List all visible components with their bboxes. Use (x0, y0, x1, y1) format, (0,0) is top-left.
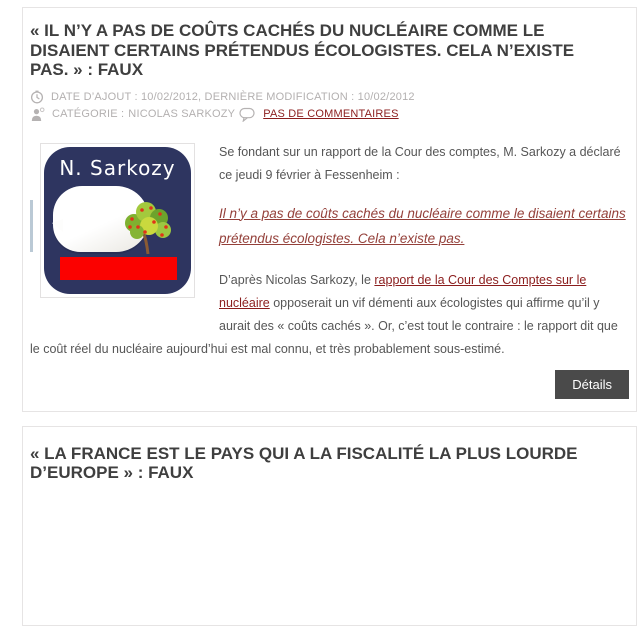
post-title (30, 21, 605, 80)
meta-date-text: DATE D’AJOUT : 10/02/2012, DERNIÈRE MODIFICATION : 10/02/2012 (51, 91, 415, 103)
meta-category-label: CATÉGORIE : (52, 108, 125, 120)
post-body (30, 141, 629, 399)
analysis-text-after-link: opposerait un vif démenti aux écologistes qui affirme qu’il y aurait des « coûts cachés ». Or, c’est tout le contraire : le rapport dit que le coût réel du nucléaire aujourd’hui est mal connu, et très probablement sous-estimé. (30, 295, 618, 356)
speech-bubble-icon (239, 107, 256, 122)
details-button[interactable]: Détails (555, 370, 629, 399)
post-title-2-link[interactable]: « LA FRANCE EST LE PAYS QUI A LA FISCALITÉ LA PLUS LOURDE D’EUROPE » : FAUX (30, 443, 578, 482)
intro-paragraph: Se fondant sur un rapport de la Cour des comptes, M. Sarkozy a déclaré ce jeudi 9 février à Fessenheim : (219, 144, 621, 182)
details-row (30, 370, 629, 399)
analysis-text-before-link: D’après Nicolas Sarkozy, le (219, 272, 375, 287)
clock-icon (30, 90, 44, 104)
comments-link[interactable]: PAS DE COMMENTAIRES (263, 108, 399, 120)
avatar-name-text: N. Sarkozy (59, 155, 176, 180)
post-title-link[interactable]: « IL N’Y A PAS DE COÛTS CACHÉS DU NUCLÉAIRE COMME LE DISAIENT CERTAINS PRÉTENDUS ÉCOLOGISTES. CELA N’EXISTE PAS. » : FAUX (30, 21, 575, 79)
post-meta (30, 90, 629, 122)
author-icon (30, 107, 45, 122)
sarkozy-avatar-image (44, 147, 191, 294)
blog-post-list (22, 7, 637, 626)
post-thumbnail[interactable] (40, 143, 195, 298)
post-title-2 (30, 444, 605, 483)
court-report-link[interactable]: rapport de la Cour des Comptes sur le nucléaire (219, 272, 587, 310)
category-link[interactable]: NICOLAS SARKOZY (128, 108, 236, 120)
meta-category-row (30, 107, 629, 122)
post-card-2 (22, 426, 637, 626)
sarkozy-quote-link[interactable]: Il n’y a pas de coûts cachés du nucléaire comme le disaient certains prétendus écologistes. Cela n’existe pas. (219, 205, 626, 246)
tree-icon (118, 197, 176, 258)
avatar-red-banner (60, 257, 177, 280)
meta-date-row (30, 90, 629, 105)
post-card-1 (22, 7, 637, 412)
